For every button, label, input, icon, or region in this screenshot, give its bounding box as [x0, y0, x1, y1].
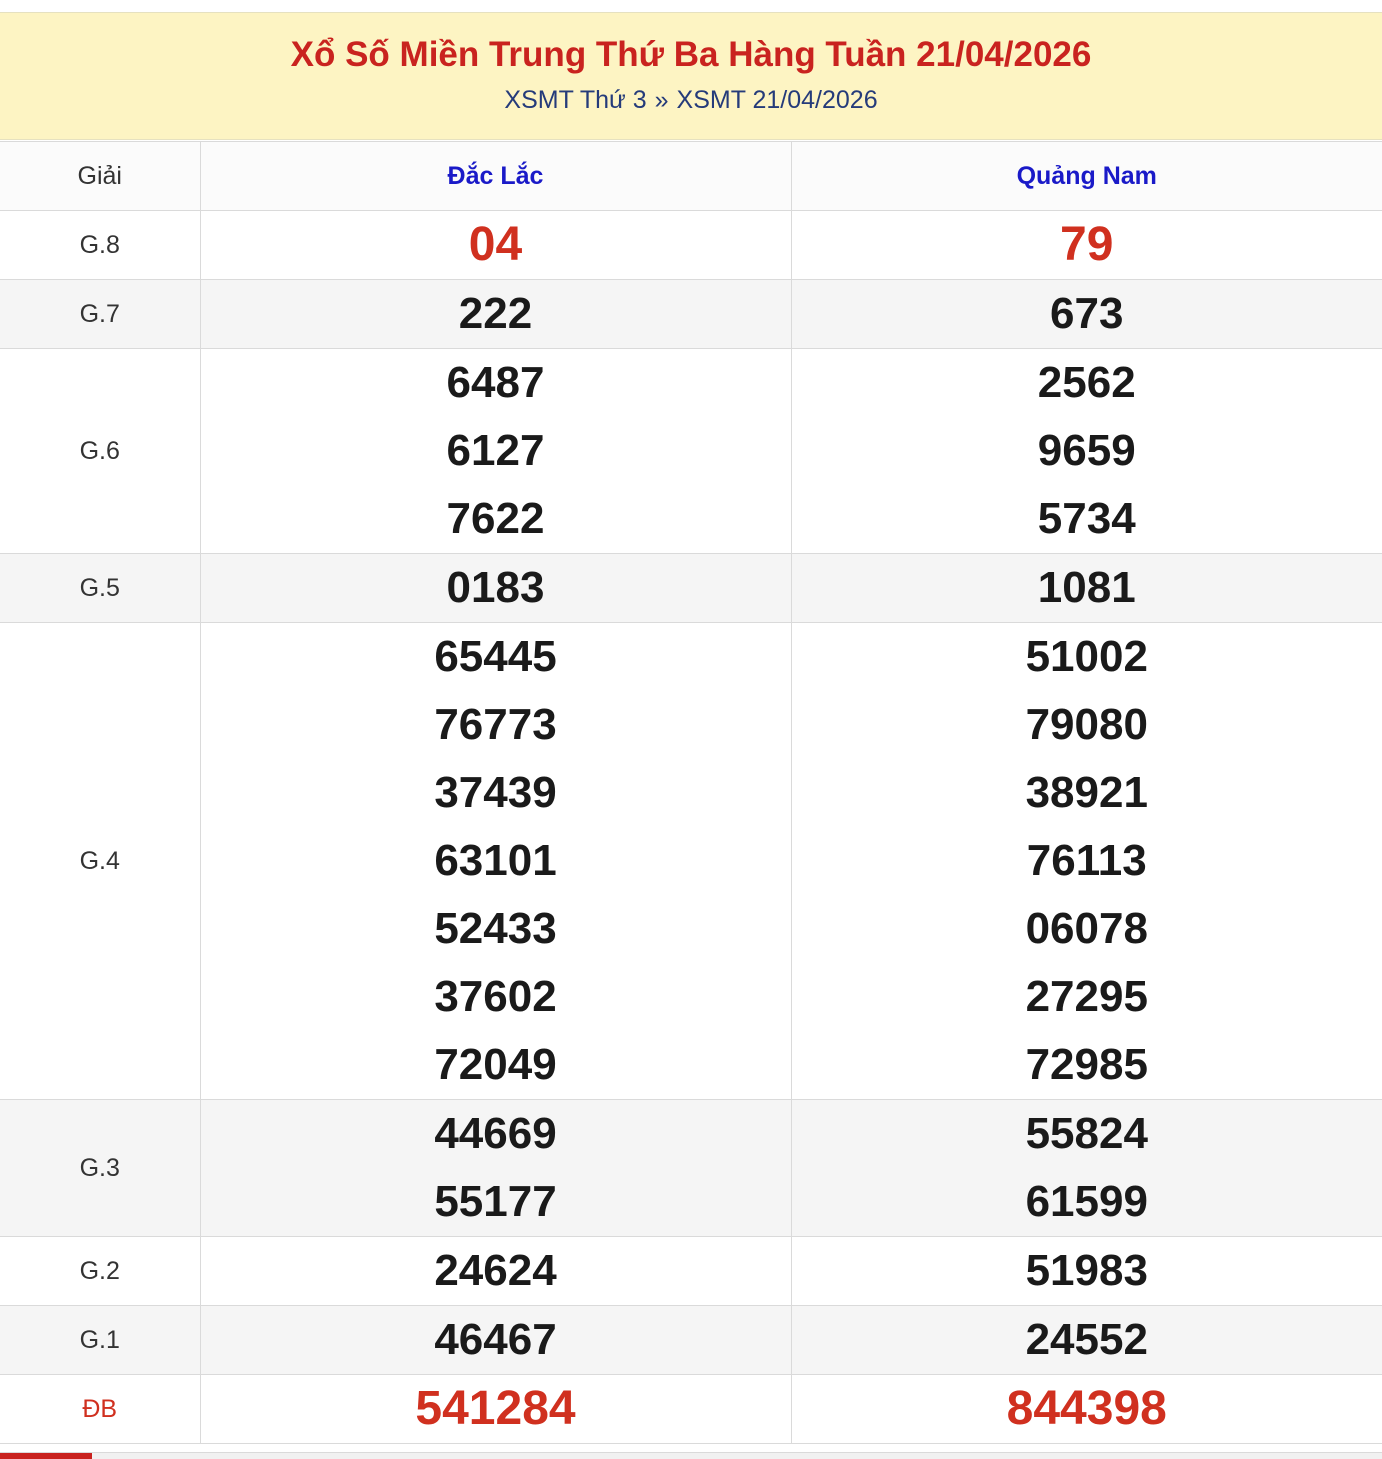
winning-number: 63101	[434, 836, 557, 885]
prize-label: G.7	[0, 280, 200, 349]
prize-cell	[200, 349, 791, 554]
prize-cell	[791, 623, 1382, 1100]
prize-label: G.4	[0, 623, 200, 1100]
prize-label: G.1	[0, 1306, 200, 1375]
winning-number: 38921	[1025, 768, 1148, 817]
winning-number: 79080	[1025, 700, 1148, 749]
prize-cell	[791, 280, 1382, 349]
winning-number: 6127	[446, 426, 545, 475]
winning-number: 24552	[1025, 1315, 1148, 1364]
results-table	[0, 141, 1382, 1444]
winning-number: 44669	[434, 1109, 557, 1158]
winning-number: 541284	[415, 1382, 576, 1435]
winning-number: 844398	[1006, 1382, 1167, 1435]
prize-cell	[200, 211, 791, 280]
active-tab-indicator	[0, 1453, 92, 1459]
winning-number: 55824	[1025, 1109, 1148, 1158]
results-header	[0, 12, 1382, 140]
prize-label: G.5	[0, 554, 200, 623]
prize-cell	[791, 211, 1382, 280]
winning-number: 27295	[1025, 972, 1148, 1021]
province-header-dac-lac[interactable]: Đắc Lắc	[200, 142, 791, 211]
prize-cell	[200, 1100, 791, 1237]
winning-number: 76113	[1026, 836, 1147, 885]
prize-cell	[791, 554, 1382, 623]
prize-cell	[791, 1375, 1382, 1444]
winning-number: 79	[1060, 218, 1114, 271]
breadcrumb-link-date[interactable]: XSMT 21/04/2026	[676, 86, 878, 114]
table-header-row	[0, 142, 1382, 211]
prize-row	[0, 280, 1382, 349]
prize-label: G.3	[0, 1100, 200, 1237]
breadcrumb	[0, 85, 1382, 115]
winning-number: 61599	[1025, 1177, 1148, 1226]
winning-number: 65445	[434, 632, 557, 681]
prize-row	[0, 623, 1382, 1100]
winning-number: 222	[458, 289, 533, 338]
province-header-quang-nam[interactable]: Quảng Nam	[791, 142, 1382, 211]
prize-row	[0, 1306, 1382, 1375]
breadcrumb-link-weekday[interactable]: XSMT Thứ 3	[504, 86, 647, 114]
prize-cell	[200, 1375, 791, 1444]
prize-cell	[791, 349, 1382, 554]
winning-number: 7622	[446, 494, 545, 543]
winning-number: 37602	[434, 972, 557, 1021]
winning-number: 51983	[1025, 1246, 1148, 1295]
winning-number: 04	[468, 218, 523, 271]
winning-number: 673	[1050, 289, 1124, 338]
prize-cell	[791, 1237, 1382, 1306]
prize-label: G.6	[0, 349, 200, 554]
prize-column-header: Giải	[0, 142, 200, 211]
prize-row	[0, 349, 1382, 554]
page-title: Xổ Số Miền Trung Thứ Ba Hàng Tuần 21/04/2026	[290, 35, 1092, 74]
prize-label: G.8	[0, 211, 200, 280]
winning-number: 9659	[1037, 426, 1136, 475]
breadcrumb-separator: »	[654, 86, 669, 114]
winning-number: 76773	[434, 700, 557, 749]
prize-cell	[200, 1237, 791, 1306]
winning-number: 06078	[1025, 904, 1148, 953]
winning-number: 55177	[434, 1177, 557, 1226]
winning-number: 24624	[434, 1246, 557, 1295]
winning-number: 46467	[434, 1315, 557, 1364]
prize-label: ĐB	[0, 1375, 200, 1444]
prize-row	[0, 554, 1382, 623]
prize-row	[0, 1100, 1382, 1237]
prize-cell	[200, 280, 791, 349]
winning-number: 37439	[434, 768, 557, 817]
winning-number: 2562	[1037, 358, 1136, 407]
winning-number: 0183	[446, 563, 545, 612]
winning-number: 51002	[1025, 632, 1148, 681]
prize-label: G.2	[0, 1237, 200, 1306]
winning-number: 1081	[1037, 563, 1136, 612]
winning-number: 72049	[434, 1040, 557, 1089]
winning-number: 72985	[1025, 1040, 1148, 1089]
prize-cell	[791, 1100, 1382, 1237]
winning-number: 52433	[434, 904, 557, 953]
winning-number: 5734	[1037, 494, 1136, 543]
prize-row	[0, 211, 1382, 280]
prize-row	[0, 1375, 1382, 1444]
prize-cell	[200, 554, 791, 623]
results-body	[0, 211, 1382, 1444]
prize-row	[0, 1237, 1382, 1306]
prize-cell	[791, 1306, 1382, 1375]
prize-cell	[200, 623, 791, 1100]
prize-cell	[200, 1306, 791, 1375]
bottom-tab-bar	[0, 1452, 1382, 1459]
winning-number: 6487	[446, 358, 545, 407]
